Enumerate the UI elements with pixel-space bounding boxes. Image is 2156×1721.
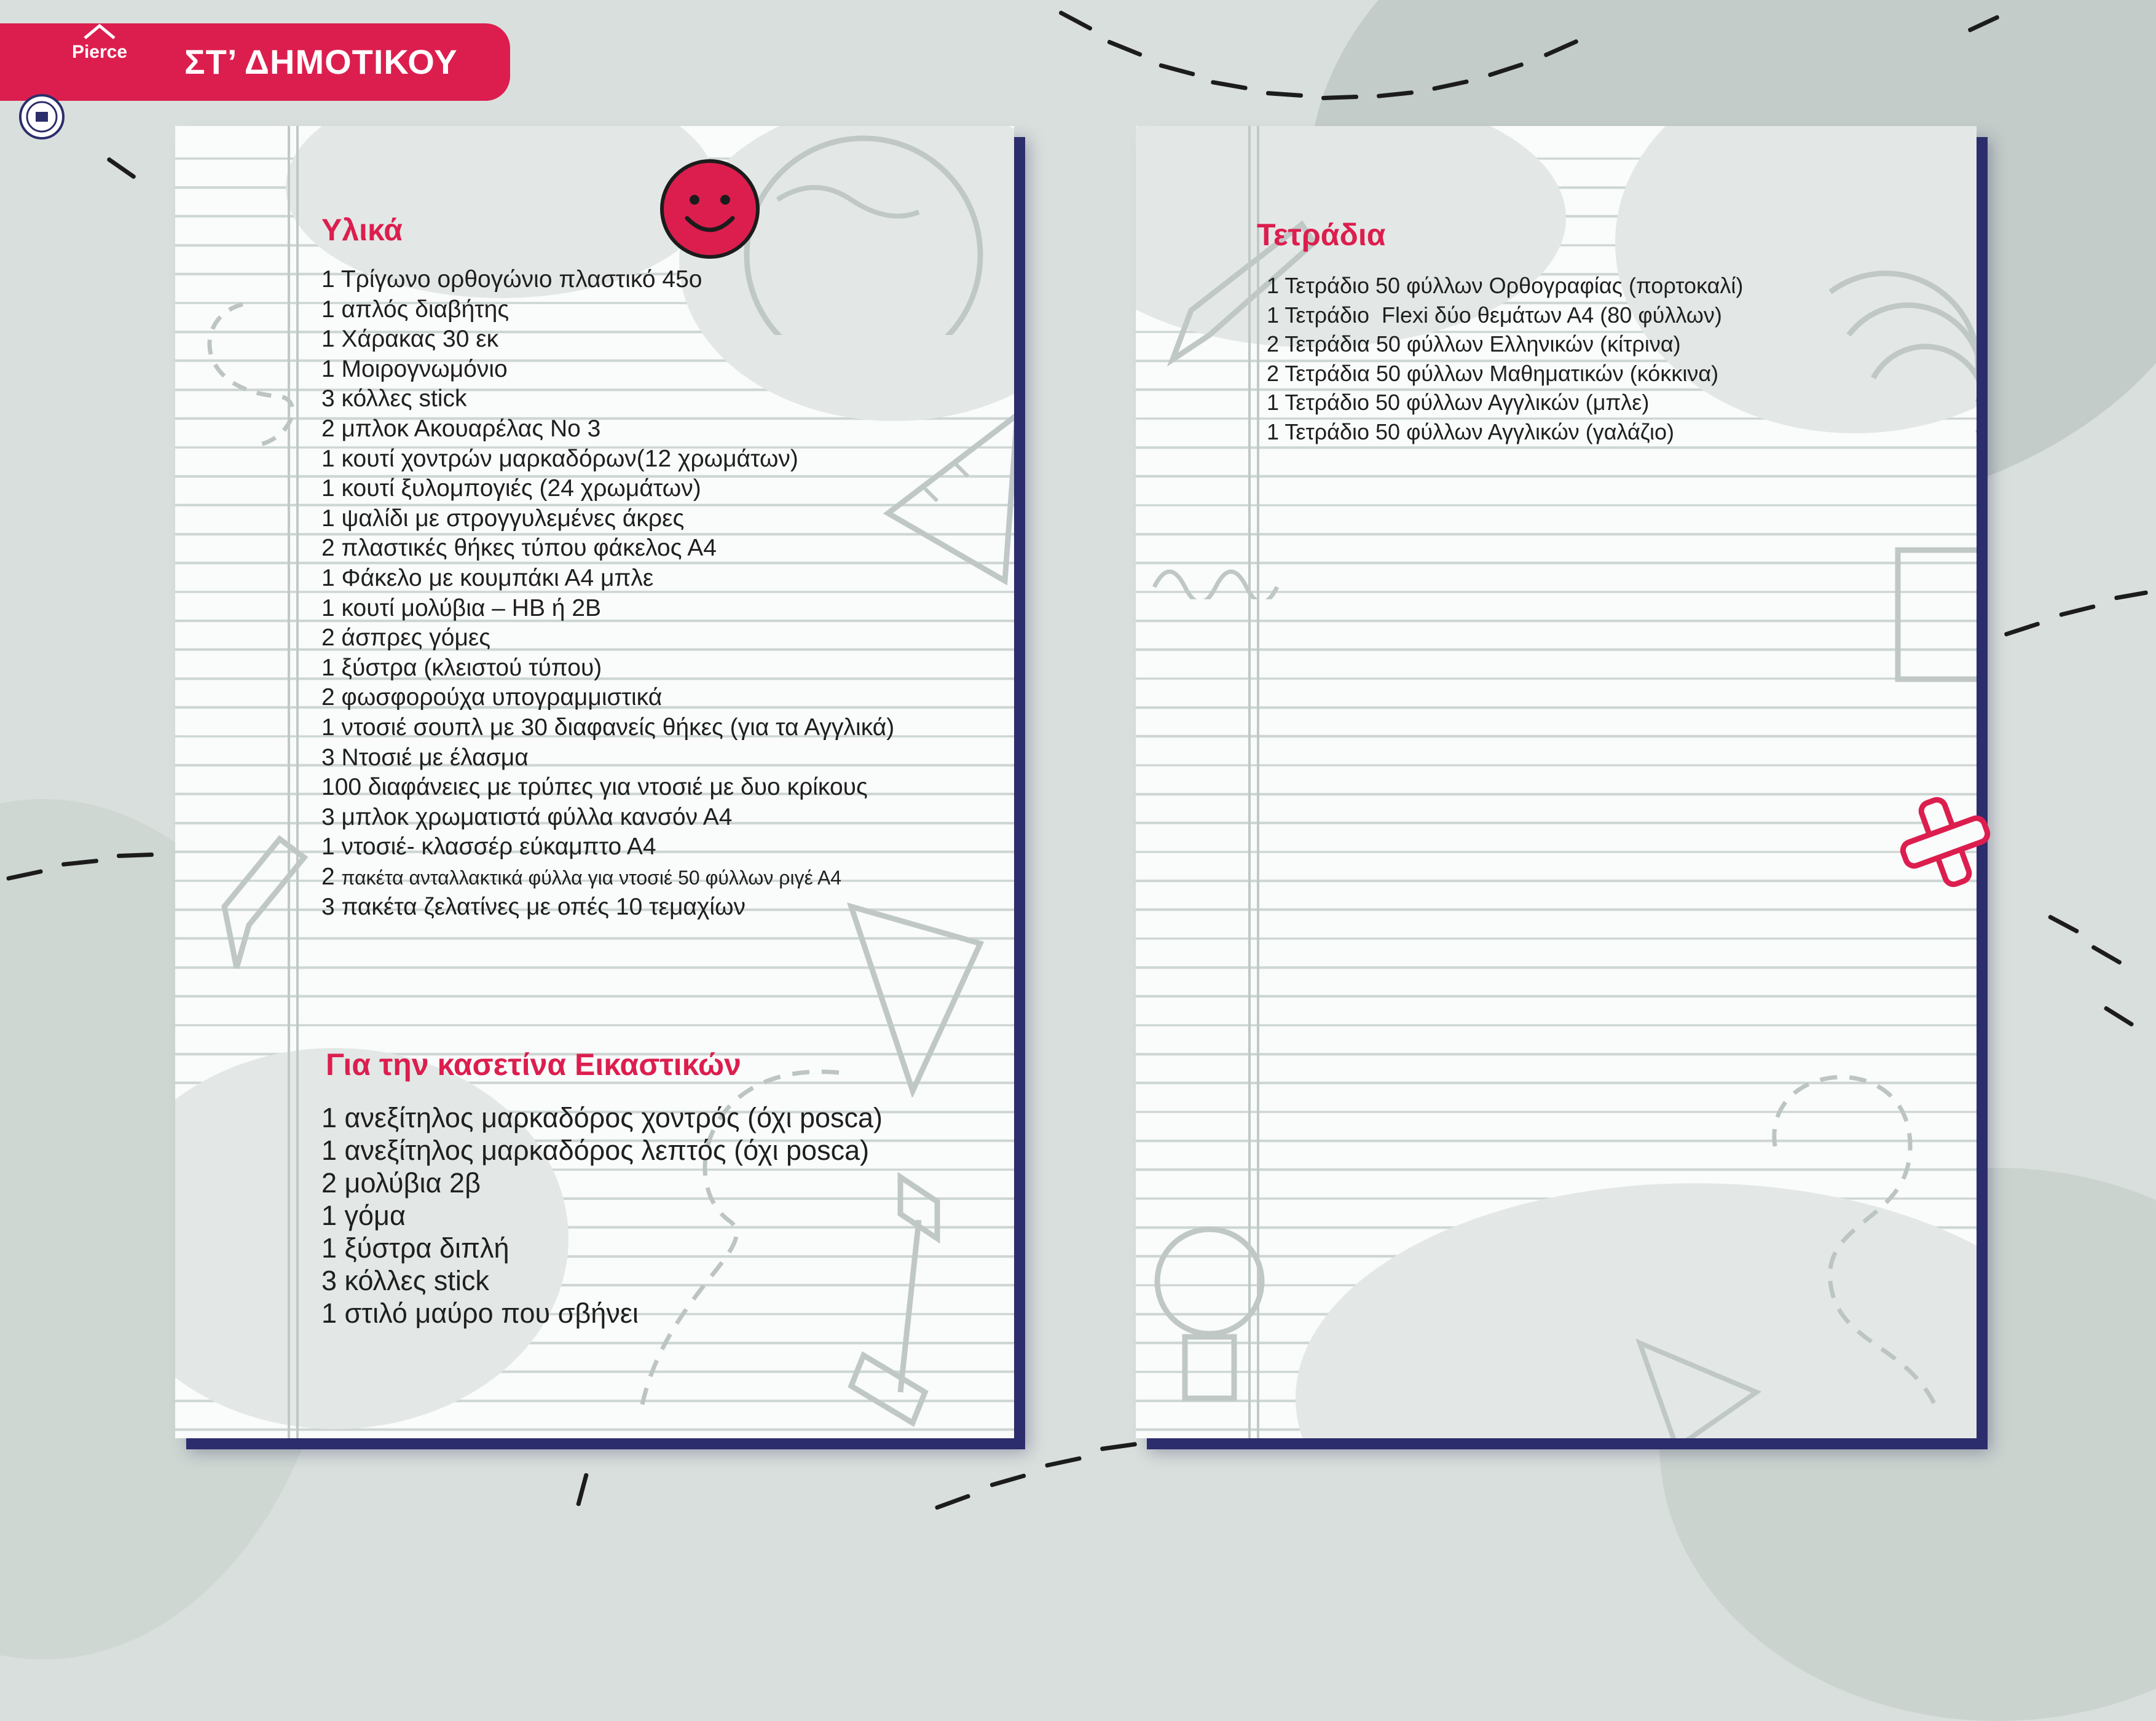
dashed-arc-doodle bbox=[181, 292, 304, 452]
list-item: 1 ανεξίτηλος μαρκαδόρος χοντρός (όχι posca) bbox=[321, 1102, 883, 1133]
list-item: 1 ανεξίτηλος μαρκαδόρος λεπτός (όχι posca) bbox=[321, 1135, 870, 1166]
list-item: 1 Τετράδιο 50 φύλλων Αγγλικών (μπλε) bbox=[1267, 390, 1650, 415]
notebooks-page bbox=[1136, 126, 1977, 1438]
pierce-logo[interactable] bbox=[57, 23, 143, 101]
logo-text: Pierce bbox=[71, 42, 128, 62]
materials-title: Υλικά bbox=[321, 213, 403, 247]
list-item: 2 Τετράδια 50 φύλλων Μαθηματικών (κόκκινα) bbox=[1267, 360, 1719, 386]
dash-decoration bbox=[1100, 1442, 1137, 1451]
dash-decoration bbox=[576, 1473, 589, 1506]
dash-decoration bbox=[989, 1473, 1026, 1487]
dash-decoration bbox=[2059, 604, 2096, 617]
ruler-doodle bbox=[882, 403, 1014, 587]
list-item: 2 άσπρες γόμες bbox=[321, 624, 491, 652]
dash-decoration bbox=[2004, 621, 2040, 637]
list-item: 3 κόλλες stick bbox=[321, 385, 467, 412]
list-item: 1 Μοιρογνωμόνιο bbox=[321, 355, 508, 382]
dash-decoration bbox=[2114, 590, 2148, 600]
dash-decoration bbox=[2103, 1006, 2134, 1027]
notebooks-list bbox=[1267, 271, 1743, 446]
list-item-count: 2 bbox=[321, 863, 335, 890]
list-item: 1 κουτί χοντρών μαρκαδόρων(12 χρωμάτων) bbox=[321, 445, 798, 472]
dash-decoration bbox=[1266, 91, 1303, 98]
rainbow-doodle bbox=[1800, 218, 1977, 526]
house-icon bbox=[84, 23, 116, 39]
dash-decoration bbox=[1107, 39, 1143, 57]
list-item: 1 γόμα bbox=[321, 1200, 406, 1231]
list-item: 1 ντοσιέ- κλασσέρ εύκαμπτο Α4 bbox=[321, 833, 656, 860]
page-title: ΣΤ’ ΔΗΜΟΤΙΚΟΥ bbox=[184, 42, 458, 81]
dash-decoration bbox=[1058, 10, 1093, 31]
list-item: 1 στιλό μαύρο που σβήνει bbox=[321, 1298, 639, 1329]
dash-decoration bbox=[106, 157, 136, 179]
dash-decoration bbox=[935, 1494, 971, 1510]
paper-plane-doodle bbox=[1634, 1331, 1763, 1438]
list-item: 1 Φάκελο με κουμπάκι Α4 μπλε bbox=[321, 564, 654, 591]
dash-decoration bbox=[1211, 80, 1248, 90]
dashed-loop-doodle bbox=[1750, 962, 1953, 1417]
dash-decoration bbox=[2091, 945, 2122, 966]
pencil-doodle bbox=[212, 833, 317, 974]
list-item: 100 διαφάνειες με τρύπες για ντοσιέ με δυο κρίκους bbox=[321, 774, 868, 801]
list-item: 2 μπλοκ Ακουαρέλας Νο 3 bbox=[321, 415, 601, 442]
square-doodle bbox=[1892, 544, 1977, 685]
list-item: 3 μπλοκ χρωματιστά φύλλα κανσόν Α4 bbox=[321, 803, 733, 830]
dash-decoration bbox=[1159, 63, 1195, 76]
list-item: 1 ξύστρα (κλειστού τύπου) bbox=[321, 654, 602, 681]
school-seal-icon bbox=[18, 93, 65, 140]
notebooks-title: Τετράδια bbox=[1257, 218, 1386, 252]
list-item: 1 Τρίγωνο ορθογώνιο πλαστικό 45ο bbox=[321, 266, 702, 293]
list-item: 1 Τετράδιο 50 φύλλων Αγγλικών (γαλάζιο) bbox=[1267, 419, 1675, 444]
dash-decoration bbox=[2048, 914, 2080, 934]
list-item-text: πακέτα ανταλλακτικά φύλλα για ντοσιέ 50 φύλλων ριγέ Α4 bbox=[341, 866, 842, 889]
list-item: 3 πακέτα ζελατίνες με οπές 10 τεμαχίων bbox=[321, 894, 746, 921]
list-item: 3 κόλλες stick bbox=[321, 1265, 489, 1296]
art-supplies-title: Για την κασετίνα Εικαστικών bbox=[326, 1047, 741, 1082]
lightbulb-doodle bbox=[1148, 1220, 1271, 1423]
list-item: 1 κουτί ξυλομπογιές (24 χρωμάτων) bbox=[321, 475, 701, 502]
list-item: 1 απλός διαβήτης bbox=[321, 296, 509, 323]
art-supplies-list bbox=[321, 1101, 883, 1329]
materials-page bbox=[175, 126, 1014, 1438]
materials-list bbox=[321, 265, 894, 923]
list-item: 1 Χάρακας 30 εκ bbox=[321, 326, 499, 353]
list-item: 1 ξύστρα διπλή bbox=[321, 1232, 509, 1264]
list-item: 3 Ντοσιέ με έλασμα bbox=[321, 744, 529, 771]
list-item: 2 φωσφορούχα υπογραμμιστικά bbox=[321, 684, 663, 711]
list-item: 1 Τετράδιο Flexi δύο θεμάτων Α4 (80 φύλλων) bbox=[1267, 302, 1722, 328]
list-item: 2 πλαστικές θήκες τύπου φάκελος Α4 bbox=[321, 535, 717, 562]
list-item bbox=[321, 862, 894, 893]
smiley-face-icon bbox=[658, 157, 762, 261]
list-item: 2 Τετράδια 50 φύλλων Ελληνικών (κίτρινα) bbox=[1267, 331, 1681, 356]
list-item: 1 ντοσιέ σουπλ με 30 διαφανείς θήκες (για τα Αγγλικά) bbox=[321, 714, 895, 741]
dash-decoration bbox=[1045, 1456, 1082, 1468]
paper-plane-doodle bbox=[845, 894, 986, 1097]
list-item: 1 Τετράδιο 50 φύλλων Ορθογραφίας (πορτοκαλί) bbox=[1267, 273, 1744, 298]
list-item: 1 ψαλίδι με στρογγυλεμένες άκρες bbox=[321, 505, 685, 532]
list-item: 2 μολύβια 2β bbox=[321, 1167, 481, 1199]
red-x-icon bbox=[1899, 793, 1991, 891]
wavy-doodle bbox=[1148, 550, 1283, 599]
list-item: 1 κουτί μολύβια – ΗΒ ή 2Β bbox=[321, 594, 602, 621]
